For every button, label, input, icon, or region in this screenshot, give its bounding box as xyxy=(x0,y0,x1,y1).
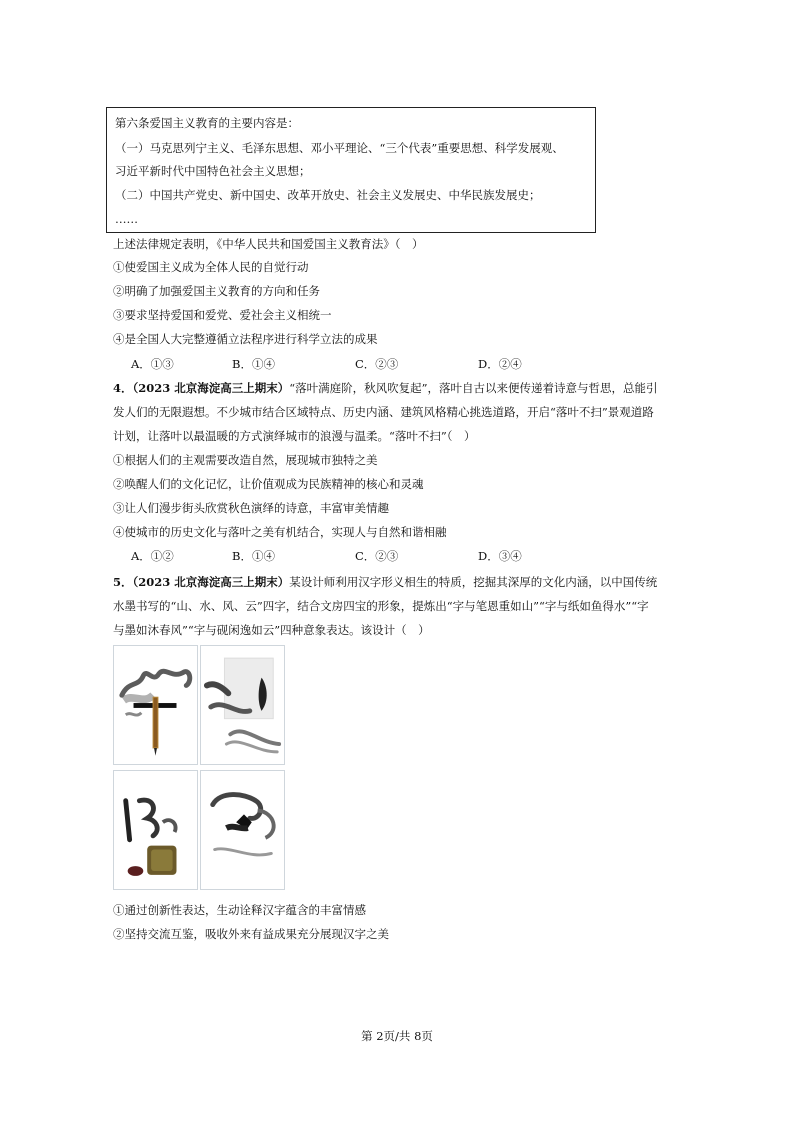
calligraphy-wind-ink-image xyxy=(113,770,198,890)
q4-option-c[interactable]: C．②③ xyxy=(355,549,399,563)
q4-number: 4． xyxy=(113,381,133,395)
q3-item: ②明确了加强爱国主义教育的方向和任务 xyxy=(113,284,320,298)
q3-item: ③要求坚持爱国和爱党、爱社会主义相统一 xyxy=(113,308,332,322)
q3-item: ①使爱国主义成为全体人民的自觉行动 xyxy=(113,260,309,274)
calligraphy-water-paper-image xyxy=(200,645,285,765)
box-line: 第六条爱国主义教育的主要内容是： xyxy=(115,116,299,130)
q5-stem-line: 水墨书写的“山、水、风、云”四字，结合文房四宝的形象，提炼出“字与笔恩重如山”“字与纸如鱼得水”“字 xyxy=(113,599,649,613)
q4-stem-line: 发人们的无限遐想。不少城市结合区域特点、历史内涵、建筑风格精心挑选道路，开启“落叶不扫”景观道路 xyxy=(113,405,654,419)
q5-stem-line: 某设计师利用汉字形义相生的特质，挖掘其深厚的文化内涵，以中国传统 xyxy=(289,575,658,589)
q4-item: ④使城市的历史文化与落叶之美有机结合，实现人与自然和谐相融 xyxy=(113,525,447,539)
law-quote-box xyxy=(106,107,596,233)
box-line: …… xyxy=(115,212,138,226)
box-line: （二）中国共产党史、新中国史、改革开放史、社会主义发展史、中华民族发展史； xyxy=(115,188,541,202)
q4-item: ②唤醒人们的文化记忆，让价值观成为民族精神的核心和灵魂 xyxy=(113,477,424,491)
q3-option-a[interactable]: A．①③ xyxy=(131,357,174,371)
q5-stem-line: 与墨如沐春风”“字与砚闲逸如云”四种意象表达。该设计（ ） xyxy=(113,623,430,637)
q4-stem-first xyxy=(113,380,658,396)
q5-stem-first xyxy=(113,574,657,590)
q3-option-b[interactable]: B．①④ xyxy=(232,357,275,371)
q4-option-b[interactable]: B．①④ xyxy=(232,549,275,563)
q5-number: 5． xyxy=(113,575,133,589)
calligraphy-cloud-inkstone-image xyxy=(200,770,285,890)
q4-stem-line: 计划，让落叶以最温暖的方式演绎城市的浪漫与温柔。“落叶不扫”（ ） xyxy=(113,429,476,443)
q4-option-a[interactable]: A．①② xyxy=(131,549,174,563)
q3-item: ④是全国人大完整遵循立法程序进行科学立法的成果 xyxy=(113,332,378,346)
box-line: 习近平新时代中国特色社会主义思想； xyxy=(115,164,311,178)
q4-source: （2023 北京海淀高三上期末） xyxy=(132,381,290,395)
q4-item: ①根据人们的主观需要改造自然，展现城市独特之美 xyxy=(113,453,378,467)
q3-option-d[interactable]: D．②④ xyxy=(478,357,522,371)
q3-option-c[interactable]: C．②③ xyxy=(355,357,399,371)
q4-item: ③让人们漫步街头欣赏秋色演绎的诗意，丰富审美情趣 xyxy=(113,501,389,515)
page-footer: 第 2页/共 8页 xyxy=(361,1029,433,1043)
box-line: （一）马克思列宁主义、毛泽东思想、邓小平理论、“三个代表”重要思想、科学发展观、 xyxy=(115,141,564,155)
q4-stem-line: “落叶满庭阶，秋风吹复起”，落叶自古以来便传递着诗意与哲思，总能引 xyxy=(289,381,658,395)
q5-item: ①通过创新性表达，生动诠释汉字蕴含的丰富情感 xyxy=(113,903,366,917)
calligraphy-mountain-brush-image xyxy=(113,645,198,765)
q5-source: （2023 北京海淀高三上期末） xyxy=(132,575,290,589)
q4-option-d[interactable]: D．③④ xyxy=(478,549,522,563)
q5-item: ②坚持交流互鉴，吸收外来有益成果充分展现汉字之美 xyxy=(113,927,389,941)
q3-stem: 上述法律规定表明，《中华人民共和国爱国主义教育法》（ ） xyxy=(113,237,424,251)
